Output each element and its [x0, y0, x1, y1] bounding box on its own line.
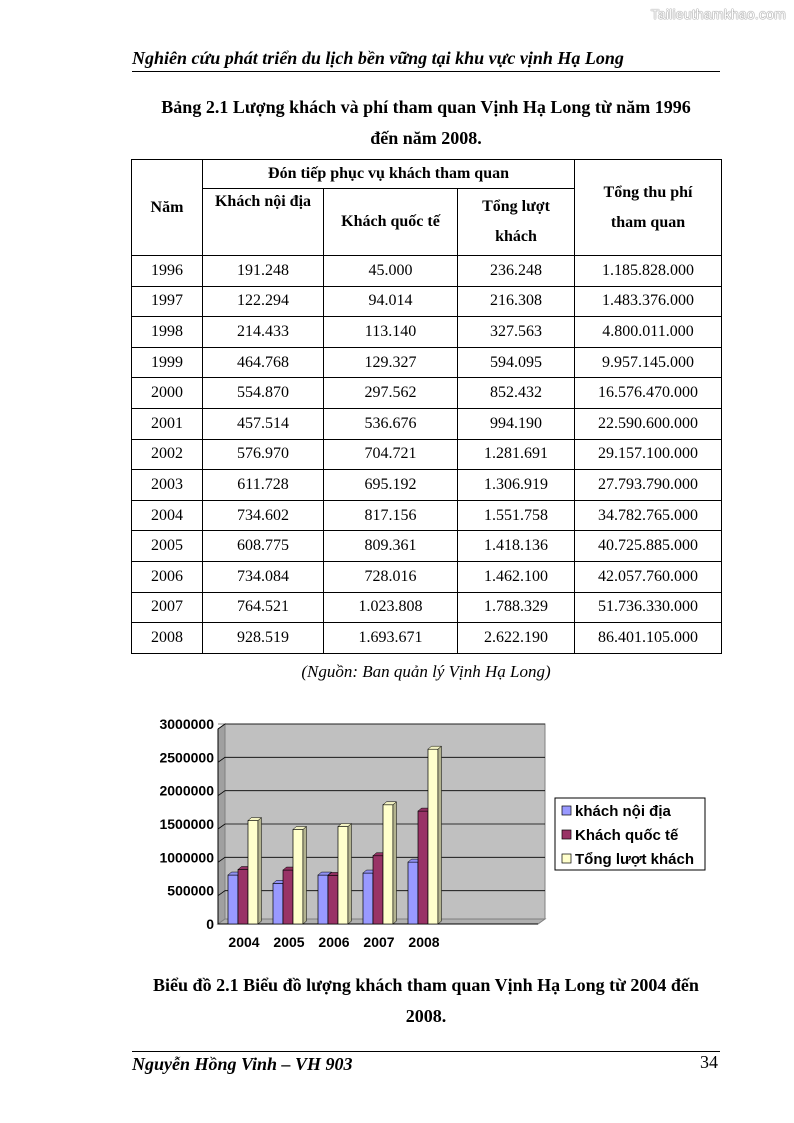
footer-divider [132, 1051, 720, 1052]
cell-total-visits: 1.418.136 [458, 531, 575, 562]
bar [273, 883, 283, 924]
y-tick-label: 500000 [167, 882, 214, 899]
cell-total-visits: 216.308 [458, 286, 575, 317]
bar [238, 870, 248, 924]
bar [328, 875, 338, 924]
cell-year: 2007 [132, 592, 203, 623]
header-year: Năm [132, 160, 203, 256]
bar-side [258, 818, 262, 924]
cell-domestic: 764.521 [203, 592, 324, 623]
x-tick-label: 2008 [408, 934, 440, 950]
cell-total-visits: 594.095 [458, 347, 575, 378]
header-total-visits-line-2: khách [495, 228, 537, 245]
cell-total-visits: 1.788.329 [458, 592, 575, 623]
x-tick-label: 2007 [363, 934, 395, 950]
cell-international: 129.327 [324, 347, 458, 378]
y-tick-label: 0 [206, 916, 214, 932]
table-row [132, 500, 722, 531]
table-row [132, 592, 722, 623]
cell-revenue: 9.957.145.000 [575, 347, 722, 378]
cell-revenue: 86.401.105.000 [575, 623, 722, 654]
x-tick-label: 2005 [273, 934, 305, 950]
bar [428, 749, 438, 924]
cell-year: 2004 [132, 500, 203, 531]
cell-year: 2002 [132, 439, 203, 470]
running-header: Nghiên cứu phát triển du lịch bền vững tại khu vực vịnh Hạ Long [132, 48, 720, 72]
bar-side [393, 802, 397, 924]
y-tick-label: 3000000 [159, 716, 214, 732]
cell-international: 817.156 [324, 500, 458, 531]
table-caption [132, 92, 720, 154]
header-revenue-line-2: tham quan [610, 213, 686, 231]
table-row [132, 286, 722, 317]
bar [338, 827, 348, 924]
cell-international: 695.192 [324, 470, 458, 501]
cell-year: 1999 [132, 347, 203, 378]
cell-international: 728.016 [324, 561, 458, 592]
bar [318, 875, 328, 924]
table-caption-line-2: đến năm 2008. [370, 128, 482, 148]
cell-year: 2006 [132, 561, 203, 592]
cell-revenue: 51.736.330.000 [575, 592, 722, 623]
y-tick-label: 1000000 [159, 849, 214, 866]
cell-total-visits: 236.248 [458, 256, 575, 287]
cell-year: 1996 [132, 256, 203, 287]
bar [283, 870, 293, 924]
visitor-table [131, 159, 722, 654]
watermark: Tailieuthamkhao.com [650, 6, 786, 22]
cell-international: 536.676 [324, 408, 458, 439]
header-total-visits-line-1: Tổng lượt [482, 198, 550, 215]
cell-revenue: 16.576.470.000 [575, 378, 722, 409]
header-international: Khách quốc tế [324, 189, 458, 256]
cell-domestic: 122.294 [203, 286, 324, 317]
cell-year: 2008 [132, 623, 203, 654]
cell-international: 1.023.808 [324, 592, 458, 623]
figure-caption-line-2: 2008. [405, 1006, 447, 1026]
cell-international: 297.562 [324, 378, 458, 409]
table-row [132, 561, 722, 592]
cell-international: 809.361 [324, 531, 458, 562]
cell-international: 1.693.671 [324, 623, 458, 654]
table-row [132, 378, 722, 409]
cell-year: 1998 [132, 317, 203, 348]
cell-domestic: 457.514 [203, 408, 324, 439]
table-row [132, 439, 722, 470]
cell-year: 2001 [132, 408, 203, 439]
header-total-visits [458, 189, 575, 256]
cell-total-visits: 2.622.190 [458, 623, 575, 654]
table-body [132, 256, 722, 654]
cell-domestic: 928.519 [203, 623, 324, 654]
cell-total-visits: 327.563 [458, 317, 575, 348]
cell-revenue: 22.590.600.000 [575, 408, 722, 439]
cell-domestic: 734.084 [203, 561, 324, 592]
cell-total-visits: 994.190 [458, 408, 575, 439]
bar-side [438, 746, 442, 924]
table-caption-line-1: Bảng 2.1 Lượng khách và phí tham quan Vịnh Hạ Long từ năm 1996 [161, 97, 691, 117]
cell-domestic: 611.728 [203, 470, 324, 501]
cell-international: 94.014 [324, 286, 458, 317]
y-tick-label: 2500000 [159, 749, 214, 766]
legend-label: khách nội địa [575, 803, 671, 820]
header-domestic: Khách nội địa [203, 189, 324, 256]
bar [228, 875, 238, 924]
legend-label: Tổng lượt khách [575, 851, 695, 868]
bar [248, 821, 258, 924]
legend-swatch [562, 830, 571, 839]
bar [418, 811, 428, 924]
cell-year: 1997 [132, 286, 203, 317]
table-row [132, 531, 722, 562]
bar-side [303, 826, 307, 924]
cell-domestic: 608.775 [203, 531, 324, 562]
cell-domestic: 464.768 [203, 347, 324, 378]
x-tick-label: 2006 [318, 934, 350, 950]
x-tick-label: 2004 [228, 934, 260, 950]
bar-side [348, 824, 352, 924]
cell-revenue: 1.185.828.000 [575, 256, 722, 287]
cell-total-visits: 1.551.758 [458, 500, 575, 531]
y-tick-label: 1500000 [159, 816, 214, 832]
table-row [132, 470, 722, 501]
bar [293, 829, 303, 924]
cell-international: 45.000 [324, 256, 458, 287]
cell-revenue: 34.782.765.000 [575, 500, 722, 531]
visitor-bar-chart [140, 712, 720, 957]
legend-swatch [562, 854, 571, 863]
header-revenue-line-1: Tổng thu phí [603, 183, 693, 201]
cell-international: 704.721 [324, 439, 458, 470]
cell-total-visits: 1.281.691 [458, 439, 575, 470]
cell-total-visits: 1.462.100 [458, 561, 575, 592]
cell-total-visits: 852.432 [458, 378, 575, 409]
table-row [132, 408, 722, 439]
cell-revenue: 29.157.100.000 [575, 439, 722, 470]
y-tick-label: 2000000 [159, 782, 214, 799]
cell-year: 2003 [132, 470, 203, 501]
table-row [132, 623, 722, 654]
bar [408, 862, 418, 924]
table-source: (Nguồn: Ban quản lý Vịnh Hạ Long) [301, 662, 551, 681]
plot-side-wall [218, 724, 225, 924]
header-revenue [575, 160, 722, 256]
bar [373, 856, 383, 924]
table-row [132, 347, 722, 378]
figure-caption-line-1: Biểu đồ 2.1 Biểu đồ lượng khách tham quan Vịnh Hạ Long từ 2004 đến [153, 975, 699, 995]
table-row [132, 256, 722, 287]
bar [383, 805, 393, 924]
cell-revenue: 4.800.011.000 [575, 317, 722, 348]
header-group: Đón tiếp phục vụ khách tham quan [203, 160, 575, 189]
cell-domestic: 554.870 [203, 378, 324, 409]
legend-label: Khách quốc tế [575, 827, 679, 844]
cell-revenue: 42.057.760.000 [575, 561, 722, 592]
cell-revenue: 1.483.376.000 [575, 286, 722, 317]
figure-caption [132, 970, 720, 1032]
legend-swatch [562, 806, 571, 815]
bar [363, 873, 373, 924]
cell-revenue: 27.793.790.000 [575, 470, 722, 501]
cell-domestic: 191.248 [203, 256, 324, 287]
table-row [132, 317, 722, 348]
cell-international: 113.140 [324, 317, 458, 348]
cell-revenue: 40.725.885.000 [575, 531, 722, 562]
cell-total-visits: 1.306.919 [458, 470, 575, 501]
cell-domestic: 214.433 [203, 317, 324, 348]
cell-year: 2000 [132, 378, 203, 409]
page-number: 34 [700, 1052, 718, 1072]
cell-domestic: 734.602 [203, 500, 324, 531]
cell-year: 2005 [132, 531, 203, 562]
footer-author: Nguyễn Hồng Vinh – VH 903 [132, 1054, 353, 1074]
cell-domestic: 576.970 [203, 439, 324, 470]
